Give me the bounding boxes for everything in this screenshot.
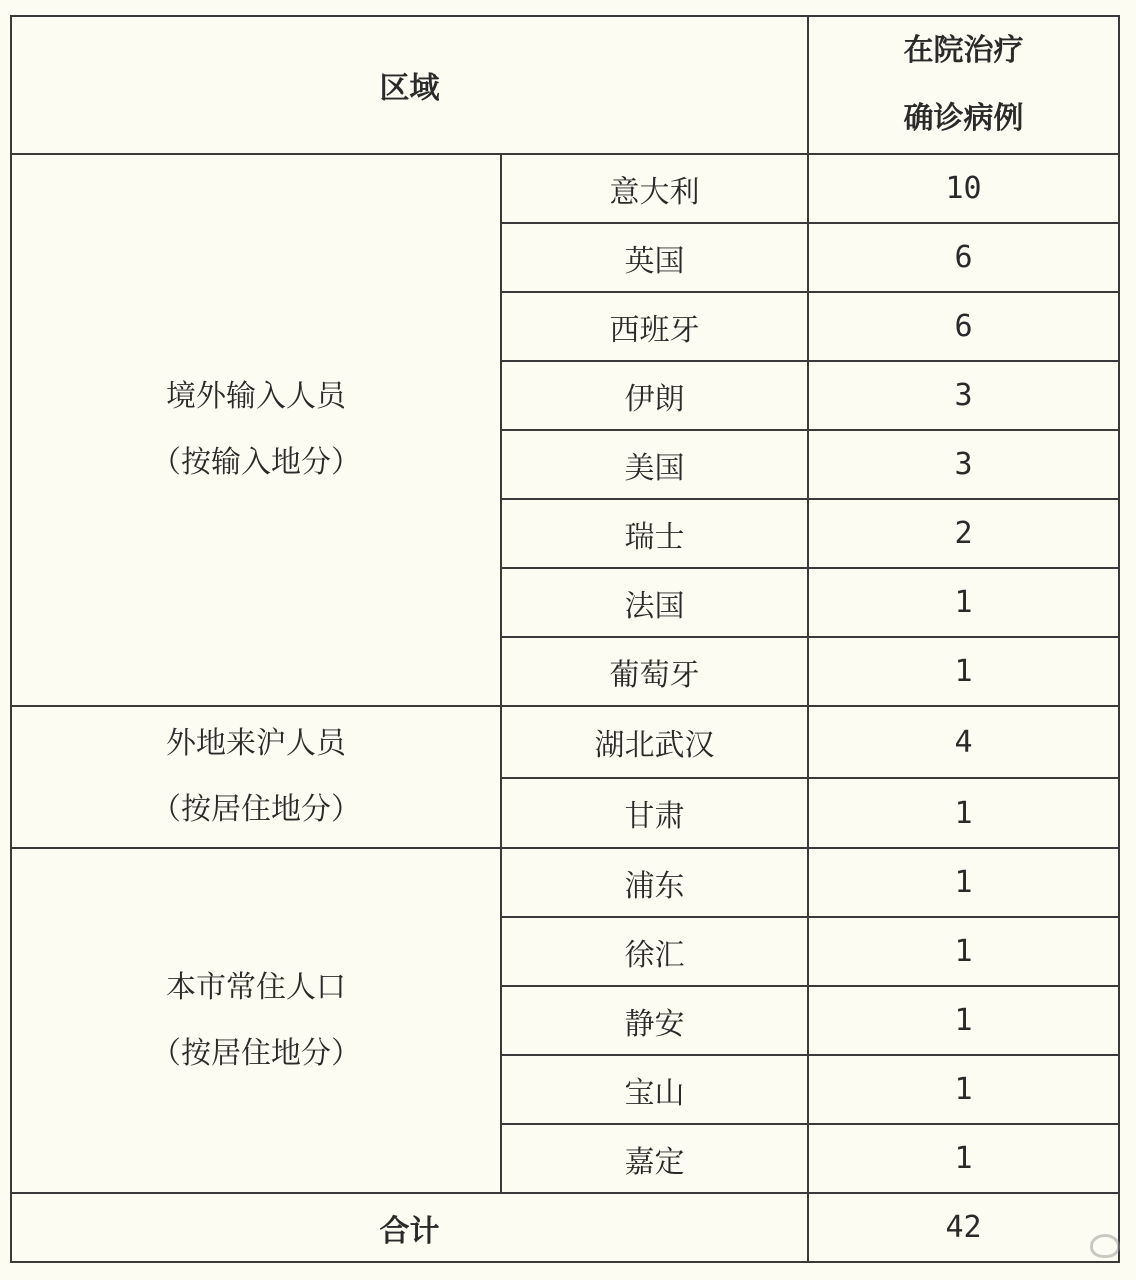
- weibo-icon: [1090, 1234, 1120, 1258]
- place-cell: 湖北武汉: [501, 706, 808, 778]
- count-cell: 10: [808, 154, 1119, 223]
- place-cell: 嘉定: [501, 1124, 808, 1193]
- place-cell: 葡萄牙: [501, 637, 808, 706]
- cases-header-line2: 确诊病例: [903, 101, 1024, 136]
- watermark: [1090, 1234, 1120, 1258]
- count-cell: 1: [808, 778, 1119, 848]
- place-cell: 伊朗: [501, 361, 808, 430]
- place-cell: 西班牙: [501, 292, 808, 361]
- table-row: [11, 848, 1119, 917]
- count-cell: 1: [808, 917, 1119, 986]
- group-cell-overseas: [11, 154, 501, 706]
- place-cell: 意大利: [501, 154, 808, 223]
- total-value: 42: [808, 1193, 1119, 1262]
- group-line1: 本市常住人口: [166, 969, 346, 1005]
- total-label: 合计: [11, 1193, 808, 1262]
- region-header: 区域: [11, 16, 808, 154]
- count-cell: 1: [808, 568, 1119, 637]
- count-cell: 3: [808, 430, 1119, 499]
- header-row: [11, 16, 1119, 154]
- count-cell: 1: [808, 1124, 1119, 1193]
- place-cell: 甘肃: [501, 778, 808, 848]
- group-line2: （按输入地分）: [151, 445, 361, 480]
- place-cell: 宝山: [501, 1055, 808, 1124]
- place-cell: 法国: [501, 568, 808, 637]
- count-cell: 1: [808, 1055, 1119, 1124]
- group-line1: 境外输入人员: [166, 379, 346, 414]
- count-cell: 3: [808, 361, 1119, 430]
- group-cell-local-residents: [11, 848, 501, 1193]
- count-cell: 1: [808, 848, 1119, 917]
- cases-header-line1: 在院治疗: [903, 33, 1024, 68]
- total-row: [11, 1193, 1119, 1262]
- place-cell: 美国: [501, 430, 808, 499]
- count-cell: 4: [808, 706, 1119, 778]
- group-line1: 外地来沪人员: [166, 726, 346, 761]
- place-cell: 徐汇: [501, 917, 808, 986]
- group-line2: （按居住地分）: [151, 1035, 361, 1071]
- case-table: [10, 15, 1120, 1263]
- group-line2: （按居住地分）: [151, 792, 361, 827]
- count-cell: 1: [808, 637, 1119, 706]
- count-cell: 1: [808, 986, 1119, 1055]
- place-cell: 静安: [501, 986, 808, 1055]
- count-cell: 6: [808, 292, 1119, 361]
- count-cell: 2: [808, 499, 1119, 568]
- place-cell: 瑞士: [501, 499, 808, 568]
- place-cell: 英国: [501, 223, 808, 292]
- table-row: [11, 706, 1119, 778]
- group-cell-other-provinces: [11, 706, 501, 848]
- table-row: [11, 154, 1119, 223]
- place-cell: 浦东: [501, 848, 808, 917]
- count-cell: 6: [808, 223, 1119, 292]
- cases-header: [808, 16, 1119, 154]
